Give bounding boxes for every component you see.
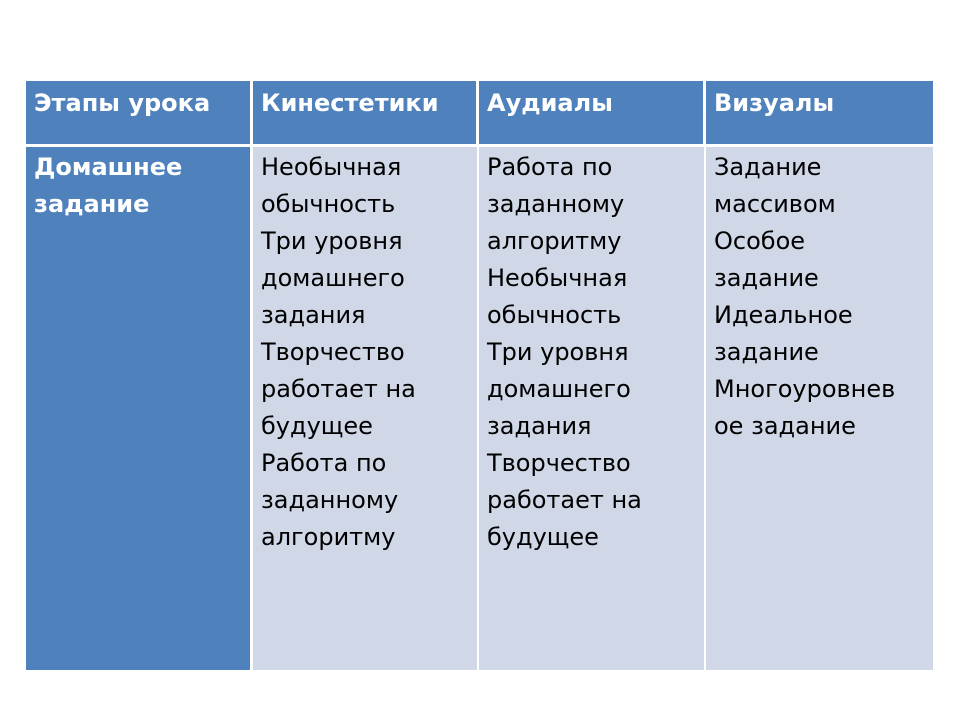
- cell-line: задания: [261, 301, 366, 329]
- cell-line: обычность: [487, 301, 622, 329]
- cell-line: Творчество: [487, 449, 631, 477]
- cell-line: будущее: [487, 523, 599, 551]
- cell-line: алгоритму: [261, 523, 396, 551]
- cell-line: будущее: [261, 412, 373, 440]
- learning-styles-table: [26, 81, 933, 670]
- cell-line: ое задание: [714, 412, 856, 440]
- cell-kinesthetic: [253, 147, 479, 670]
- cell-line: Работа по: [487, 153, 613, 181]
- header-auditory: Аудиалы: [479, 81, 706, 147]
- cell-auditory: [479, 147, 706, 670]
- cell-line: Многоуровнев: [714, 375, 896, 403]
- header-kinesthetic: Кинестетики: [253, 81, 479, 147]
- cell-line: задание: [714, 264, 819, 292]
- cell-line: обычность: [261, 190, 396, 218]
- cell-line: Задание: [714, 153, 822, 181]
- table-header-row: [26, 81, 933, 147]
- cell-line: работает на: [487, 486, 642, 514]
- cell-line: Идеальное: [714, 301, 853, 329]
- table-row: [26, 147, 933, 670]
- header-visual: Визуалы: [706, 81, 933, 147]
- cell-line: Три уровня: [487, 338, 629, 366]
- cell-line: работает на: [261, 375, 416, 403]
- cell-line: массивом: [714, 190, 836, 218]
- cell-line: Домашнее: [34, 153, 183, 181]
- cell-line: задание: [714, 338, 819, 366]
- header-lesson-stages: Этапы урока: [26, 81, 253, 147]
- cell-line: домашнего: [261, 264, 405, 292]
- cell-line: Необычная: [261, 153, 402, 181]
- cell-line: Необычная: [487, 264, 628, 292]
- cell-line: Работа по: [261, 449, 387, 477]
- cell-line: Творчество: [261, 338, 405, 366]
- cell-line: Три уровня: [261, 227, 403, 255]
- cell-line: заданному: [261, 486, 399, 514]
- cell-line: Особое: [714, 227, 806, 255]
- cell-line: алгоритму: [487, 227, 622, 255]
- cell-line: заданному: [487, 190, 625, 218]
- cell-line: домашнего: [487, 375, 631, 403]
- cell-visual: [706, 147, 933, 670]
- row-label-homework: [26, 147, 253, 670]
- cell-line: задание: [34, 190, 150, 218]
- cell-line: задания: [487, 412, 592, 440]
